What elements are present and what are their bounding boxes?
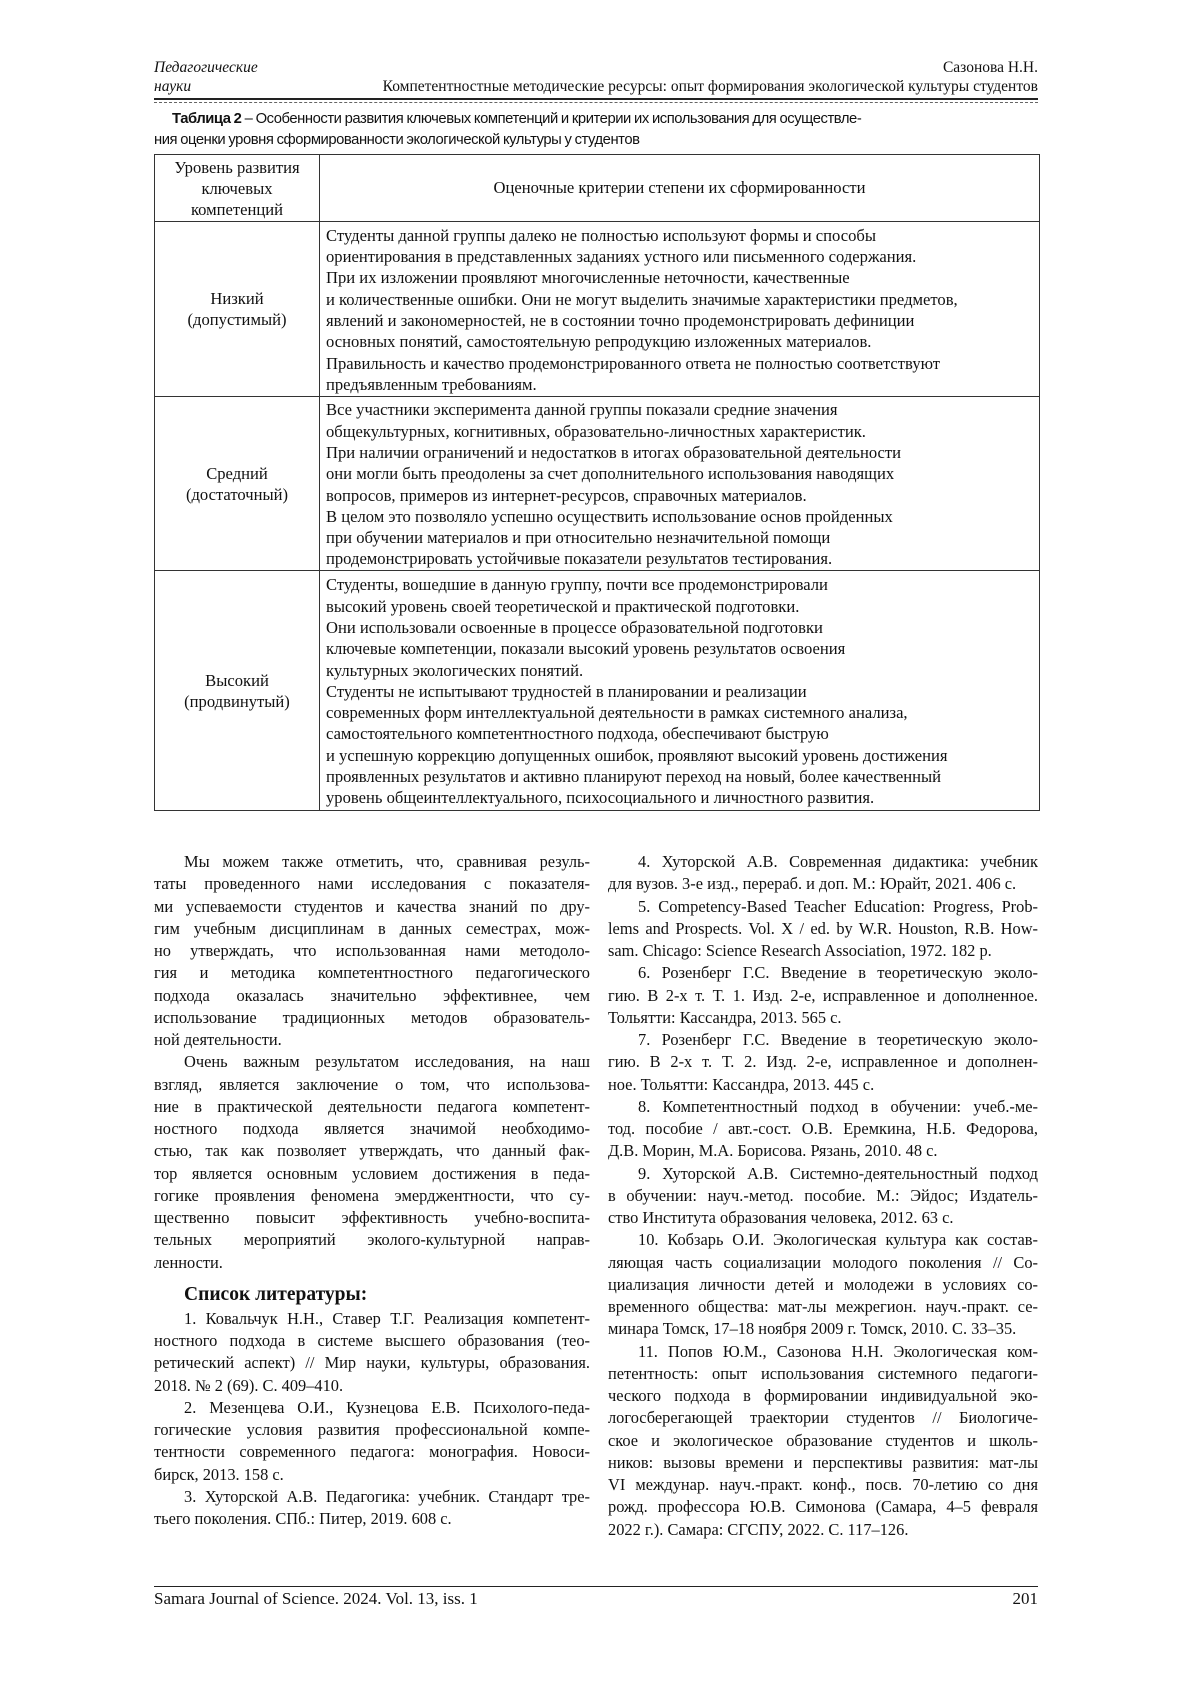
body-text-line: ние в практической деятельности педагога компетент- xyxy=(154,1096,590,1118)
body-text-line: Очень важным результатом исследования, на наш xyxy=(154,1051,590,1073)
reference-line: временного общества: мат-лы межрегион. науч.-практ. се- xyxy=(608,1296,1038,1318)
section-line-1: Педагогические xyxy=(154,58,258,77)
body-text-line: ной деятельности. xyxy=(154,1029,590,1051)
criteria-line: Студенты не испытывают трудностей в планировании и реализации xyxy=(326,681,1035,702)
author: Сазонова Н.Н. xyxy=(278,58,1038,77)
body-text-line: ностного подхода является значимой необходимо- xyxy=(154,1118,590,1140)
reference-line: гогические условия развития профессиональной компе- xyxy=(154,1419,590,1441)
reference-line: петентность: опыт использования системного педагоги- xyxy=(608,1363,1038,1385)
level-label: Средний xyxy=(155,463,319,484)
reference-line: 5. Competency-Based Teacher Education: Progress, Prob- xyxy=(608,896,1038,918)
header-rule xyxy=(154,98,1038,100)
header-rule-dashed xyxy=(154,102,1038,103)
criteria-line: предъявленным требованиям. xyxy=(326,374,1035,395)
journal-section xyxy=(154,58,258,96)
reference-line: тод. пособие / авт.-сост. О.В. Еремкина, Н.Б. Федорова, xyxy=(608,1118,1038,1140)
level-label: Высокий xyxy=(155,670,319,691)
caption-text-1: – Особенности развития ключевых компетенций и критерии их использования для осуществле- xyxy=(241,111,861,127)
reference-line: Тольятти: Кассандра, 2013. 565 с. xyxy=(608,1007,1038,1029)
col1-header-line: компетенций xyxy=(155,199,319,220)
reference-line: ное. Тольятти: Кассандра, 2013. 445 с. xyxy=(608,1074,1038,1096)
reference-line: 2. Мезенцева О.И., Кузнецова Е.В. Психолого-педа- xyxy=(154,1397,590,1419)
criteria-line: Они использовали освоенные в процессе образовательной подготовки xyxy=(326,617,1035,638)
reference-line: Д.В. Морин, М.А. Борисова. Рязань, 2010. 48 с. xyxy=(608,1140,1038,1162)
spacer xyxy=(154,1541,1038,1551)
body-text-line: тельных мероприятий эколого-культурной направ- xyxy=(154,1229,590,1251)
reference-line: 6. Розенберг Г.С. Введение в теоретическую эколо- xyxy=(608,962,1038,984)
reference-line: 9. Хуторской А.В. Системно-деятельностный подход xyxy=(608,1163,1038,1185)
table-row xyxy=(155,571,1040,811)
reference-line: ческого подхода в формировании индивидуальной эко- xyxy=(608,1385,1038,1407)
reference-line: ское и экологическое образование студентов и школь- xyxy=(608,1430,1038,1452)
page-footer xyxy=(154,1586,1038,1609)
page-header xyxy=(154,58,1038,96)
level-label: (допустимый) xyxy=(155,309,319,330)
reference-line: рожд. профессора Ю.В. Симонова (Самара, 4–5 февраля xyxy=(608,1496,1038,1518)
criteria-line: уровень общеинтеллектуального, психосоциального и личностного развития. xyxy=(326,787,1035,808)
criteria-line: основных понятий, самостоятельную репродукцию изложенных материалов. xyxy=(326,331,1035,352)
reference-line: в обучении: науч.-метод. пособие. М.: Эйдос; Издатель- xyxy=(608,1185,1038,1207)
body-text-line: подхода оказалась значительно эффективнее, чем xyxy=(154,985,590,1007)
reference-line: ляющая часть социализации молодого поколения // Со- xyxy=(608,1252,1038,1274)
reference-line: ретический аспект) // Мир науки, культуры, образования. xyxy=(154,1352,590,1374)
body-text-line: гим учебным дисциплинам в данных семестрах, мож- xyxy=(154,918,590,940)
level-cell xyxy=(155,397,320,571)
body-text-line: но утверждать, что использованная нами методоло- xyxy=(154,940,590,962)
reference-line: тентности современного педагога: монография. Новоси- xyxy=(154,1441,590,1463)
criteria-line: они могли быть преодолены за счет дополнительного использования наводящих xyxy=(326,463,1035,484)
criteria-line: культурных экологических понятий. xyxy=(326,660,1035,681)
reference-line: 11. Попов Ю.М., Сазонова Н.Н. Экологическая ком- xyxy=(608,1341,1038,1363)
reference-line: 3. Хуторской А.В. Педагогика: учебник. Стандарт тре- xyxy=(154,1486,590,1508)
reference-line: циализация личности детей и молодежи в условиях со- xyxy=(608,1274,1038,1296)
reference-line: 2022 г.). Самара: СГСПУ, 2022. С. 117–126. xyxy=(608,1519,1038,1541)
reference-line: гию. В 2-х т. Т. 2. Изд. 2-е, исправленное и дополнен- xyxy=(608,1051,1038,1073)
reference-line: тьего поколения. СПб.: Питер, 2019. 608 с. xyxy=(154,1508,590,1530)
criteria-line: и успешную коррекцию допущенных ошибок, проявляют высокий уровень достижения xyxy=(326,745,1035,766)
level-label: Низкий xyxy=(155,288,319,309)
criteria-line: вопросов, примеров из интернет-ресурсов, справочных материалов. xyxy=(326,485,1035,506)
criteria-line: проявленных результатов и активно планируют переход на новый, более качественный xyxy=(326,766,1035,787)
criteria-line: явлений и закономерностей, не в состоянии точно продемонстрировать дефиниции xyxy=(326,310,1035,331)
reference-line: 10. Кобзарь О.И. Экологическая культура как состав- xyxy=(608,1229,1038,1251)
col1-header-line: ключевых xyxy=(155,178,319,199)
caption-label: Таблица 2 xyxy=(172,111,241,127)
journal-citation: Samara Journal of Science. 2024. Vol. 13, iss. 1 xyxy=(154,1589,478,1609)
running-header xyxy=(278,58,1038,96)
body-text-line: гия и методика компетентностного педагогического xyxy=(154,962,590,984)
col2-header: Оценочные критерии степени их сформированности xyxy=(320,155,1040,222)
criteria-line: ключевые компетенции, показали высокий уровень результатов освоения xyxy=(326,638,1035,659)
body-text-line: ленности. xyxy=(154,1252,590,1274)
right-column xyxy=(608,851,1038,1541)
reference-line: для вузов. 3-е изд., перераб. и доп. М.: Юрайт, 2021. 406 с. xyxy=(608,873,1038,895)
level-cell xyxy=(155,571,320,811)
body-text-line: щественно повысит эффективность учебно-воспита- xyxy=(154,1207,590,1229)
reference-line: гию. В 2-х т. Т. 1. Изд. 2-е, исправленное и дополненное. xyxy=(608,985,1038,1007)
left-column xyxy=(154,851,590,1541)
criteria-line: продемонстрировать устойчивые показатели результатов тестирования. xyxy=(326,548,1035,569)
criteria-line: высокий уровень своей теоретической и практической подготовки. xyxy=(326,596,1035,617)
references-heading: Список литературы: xyxy=(154,1283,590,1307)
table-header-row xyxy=(155,155,1040,222)
level-cell xyxy=(155,222,320,397)
criteria-line: При их изложении проявляют многочисленные неточности, качественные xyxy=(326,267,1035,288)
criteria-line: Все участники эксперимента данной группы показали средние значения xyxy=(326,399,1035,420)
level-label: (продвинутый) xyxy=(155,691,319,712)
reference-line: логосберегающей траектории студентов // Биологиче- xyxy=(608,1407,1038,1429)
body-text-line: тор является основным условием достижения в педа- xyxy=(154,1163,590,1185)
criteria-line: Студенты, вошедшие в данную группу, почти все продемонстрировали xyxy=(326,574,1035,595)
reference-line: lems and Prospects. Vol. X / ed. by W.R. Houston, R.B. How- xyxy=(608,918,1038,940)
article-title: Компетентностные методические ресурсы: опыт формирования экологической культуры студентов xyxy=(278,77,1038,96)
criteria-table xyxy=(154,154,1040,811)
reference-line: ство Института образования человека, 2012. 63 с. xyxy=(608,1207,1038,1229)
reference-line: ников: вызовы времени и перспективы развития: мат-лы xyxy=(608,1452,1038,1474)
body-text-line: взгляд, является заключение о том, что использова- xyxy=(154,1074,590,1096)
criteria-line: Студенты данной группы далеко не полностью используют формы и способы xyxy=(326,225,1035,246)
table-row xyxy=(155,397,1040,571)
reference-line: 4. Хуторской А.В. Современная дидактика: учебник xyxy=(608,851,1038,873)
two-column-body xyxy=(154,851,1038,1541)
col1-header xyxy=(155,155,320,222)
reference-line: sam. Chicago: Science Research Association, 1972. 182 p. xyxy=(608,940,1038,962)
level-label: (достаточный) xyxy=(155,484,319,505)
criteria-line: общекультурных, когнитивных, образовательно-личностных характеристик. xyxy=(326,421,1035,442)
col1-header-line: Уровень развития xyxy=(155,157,319,178)
table-row xyxy=(155,222,1040,397)
body-text-line: Мы можем также отметить, что, сравнивая резуль- xyxy=(154,851,590,873)
criteria-line: В целом это позволяло успешно осуществить использование основ пройденных xyxy=(326,506,1035,527)
reference-line: 1. Ковальчук Н.Н., Ставер Т.Г. Реализация компетент- xyxy=(154,1308,590,1330)
criteria-line: при обучении материалов и при относительно незначительной помощи xyxy=(326,527,1035,548)
criteria-cell xyxy=(320,397,1040,571)
table-caption xyxy=(154,109,1038,151)
criteria-line: и количественные ошибки. Они не могут выделить значимые характеристики предметов, xyxy=(326,289,1035,310)
body-text-line: стью, так как позволяет утверждать, что данный фак- xyxy=(154,1140,590,1162)
criteria-line: современных форм интеллектуальной деятельности в рамках системного анализа, xyxy=(326,702,1035,723)
criteria-line: При наличии ограничений и недостатков в итогах образовательной деятельности xyxy=(326,442,1035,463)
criteria-line: самостоятельного компетентностного подхода, обеспечивают быструю xyxy=(326,723,1035,744)
page xyxy=(154,0,1038,1639)
body-text-line: использование традиционных методов образователь- xyxy=(154,1007,590,1029)
reference-line: минара Томск, 17–18 ноября 2009 г. Томск, 2010. С. 33–35. xyxy=(608,1318,1038,1340)
reference-line: бирск, 2013. 158 с. xyxy=(154,1464,590,1486)
reference-line: 7. Розенберг Г.С. Введение в теоретическую эколо- xyxy=(608,1029,1038,1051)
criteria-cell xyxy=(320,222,1040,397)
body-text-line: гогике проявления феномена эмерджентности, что су- xyxy=(154,1185,590,1207)
caption-text-2: ния оценки уровня сформированности экологической культуры у студентов xyxy=(154,132,640,148)
criteria-cell xyxy=(320,571,1040,811)
reference-line: VI междунар. науч.-практ. конф., посв. 70-летию со дня xyxy=(608,1474,1038,1496)
page-number: 201 xyxy=(1013,1589,1039,1609)
section-line-2: науки xyxy=(154,77,258,96)
body-text-line: таты проведенного нами исследования с показателя- xyxy=(154,873,590,895)
criteria-line: ориентирования в представленных заданиях устного или письменного содержания. xyxy=(326,246,1035,267)
reference-line: 8. Компетентностный подход в обучении: учеб.-ме- xyxy=(608,1096,1038,1118)
reference-line: 2018. № 2 (69). С. 409–410. xyxy=(154,1375,590,1397)
reference-line: ностного подхода в системе высшего образования (тео- xyxy=(154,1330,590,1352)
criteria-line: Правильность и качество продемонстрированного ответа не полностью соответствуют xyxy=(326,353,1035,374)
body-text-line: ми успеваемости студентов и качества знаний по дру- xyxy=(154,896,590,918)
